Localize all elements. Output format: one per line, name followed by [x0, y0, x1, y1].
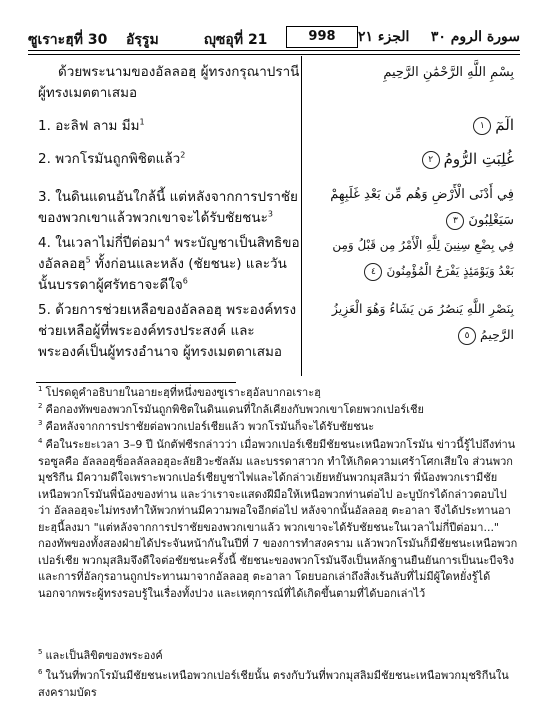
ayah-end-marker: ٥ — [458, 327, 476, 345]
verse-4-thai — [38, 233, 300, 296]
verse-text: อะลิฟ ลาม มีม — [55, 118, 140, 134]
footnote-ref: 1 — [139, 117, 145, 127]
ayah-end-marker: ٢ — [422, 151, 440, 169]
footnote-4: $^4$ คือในระยะเวลา 3–9 ปี นักตัฟซีรกล่าวว่า เมื่อพวกเปอร์เชียมีชัยชนะเหนือพวกโรมัน ข่าวนี้รู้ไปถึงท่านรอซูลคือ อัลลอฮฺซ็อลลัลลอฮุอะลัยฮิวะซัลลัม และบรรดาสาวก ทำให้เกิดความเศร้าโศกเสียใจ ส่วนพวกมุชริกีน มีความดีใจเพราะพวกเปอร์เชียบูชาไฟและได้กล่าวเย้ยหยันพวกมุสลิมว่า พี่น้องพวกเรามีชัยเหนือพวกโรมันพี่น้องของท่าน และว่าเราจะแสดงฝีมือให้เหนือพวกท่านต่อไป อะบูบักรได้กล่าวตอบไปว่า อัลลอฮฺจะไม่ทรงทำให้พวกท่านมีความพอใจอีกต่อไป หลังจากนั้นอัลลอฮฺ ตะอาลา จึงได้ประทานอายะฮฺนี้ลงมา "แต่หลังจากการปราชัยของพวกเขาแล้ว พวกเขาจะได้รับชัยชนะในเวลาไม่กี่ปีต่อมา..." กองทัพของทั้งสองฝ่ายได้ประจันหน้ากันในปีที่ 7 ของการทำสงคราม แล้วพวกโรมันก็มีชัยชนะเหนือพวกเปอร์เชีย พวกมุสลิมจึงดีใจต่อชัยชนะครั้งนี้ ชัยชนะของพวกโรมันจึงเป็นหลักฐานยืนยันการเป็นนะบีจริง และการที่อัลกุรอานถูกประทานมาจากอัลลอฮฺ ตะอาลา โดยบอกเล่าถึงสิ่งเร้นลับที่ไม่มีผู้ใดหยั่งรู้ได้ นอกจากพระผู้ทรงรอบรู้ในเรื่องทั้งปวง และเหตุการณ์ที่ได้เกิดขึ้นตามที่ได้บอกเล่าไว้ — [38, 437, 518, 600]
verse-number: 4. — [38, 235, 51, 251]
footnote-1: $^1$ โปรดดูคำอธิบายในอายะฮฺที่หนึ่งของซูเราะฮฺอัลบากอเราะฮฺ — [38, 385, 321, 399]
verse-number: 3. — [38, 189, 51, 205]
footnote-3: $^3$ คือหลังจากการปราชัยต่อพวกเปอร์เชียแล้ว พวกโรมันก็จะได้รับชัยชนะ — [38, 419, 375, 433]
footnote-ref: 6 — [182, 276, 188, 286]
footnote-rule — [36, 382, 236, 383]
verse-number: 5. — [38, 302, 51, 318]
verse-text: ในดินแดนอันใกล้นี้ แต่หลังจากการปราชัยของพวกเขาแล้วพวกเขาจะได้รับชัยชนะ — [38, 189, 298, 226]
arabic-juz-label: الجزء ٢١ — [358, 29, 410, 45]
page-number: 998 — [286, 26, 358, 48]
verse-3-arabic: فِي أَدْنَى الْأَرْضِ وَهُم مِّن بَعْدِ غَلَبِهِمْ سَيَغْلِبُونَ٣ — [330, 187, 514, 228]
ayah-end-marker: ١ — [473, 117, 491, 135]
footnote-6: $^6$ ในวันที่พวกโรมันมีชัยชนะเหนือพวกเปอร์เชียนั้น ตรงกับวันที่พวกมุสลิมมีชัยชนะเหนือพวกมุชริกีนในสงครามบัดร — [38, 668, 509, 699]
ayah-end-marker: ٤ — [364, 263, 382, 281]
verse-4-arabic: فِي بِضْعِ سِنِينَ لِلَّهِ الْأَمْرُ مِن قَبْلُ وَمِن بَعْدُ وَيَوْمَئِذٍ يَفْرَحُ الْمُؤْمِنُونَ٤ — [306, 232, 514, 284]
verse-2-thai — [38, 149, 300, 170]
verse-1-arabic: الٓمٓ١ — [306, 112, 514, 138]
header-rule — [28, 50, 520, 55]
basmala-thai: ด้วยพระนามของอัลลอฮฺ ผู้ทรงกรุณาปรานี ผู้ทรงเมตตาเสมอ — [38, 64, 300, 101]
footnote-ref: 3 — [267, 209, 273, 219]
verse-text: ทั้งก่อนและหลัง (ชัยชนะ) และวันนั้นบรรดาผู้ศรัทธาจะดีใจ — [38, 256, 287, 293]
ayah-end-marker: ٣ — [446, 212, 464, 230]
arabic-surah-label: سورة الروم ٣٠ — [430, 29, 520, 45]
footnote-ref: 4 — [164, 234, 170, 244]
column-divider — [301, 56, 302, 376]
verse-number: 1. — [38, 118, 51, 134]
surah-number-label: ซูเราะฮฺที่ 30 — [28, 32, 108, 48]
verse-text: ในเวลาไม่กี่ปีต่อมา — [55, 235, 165, 251]
verse-5-arabic: بِنَصْرِ اللَّهِ يَنصُرُ مَن يَشَاءُ وَهُوَ الْعَزِيزُ الرَّحِيمُ٥ — [306, 296, 514, 348]
verse-number: 2. — [38, 151, 51, 167]
verse-text: พระบัญชาเป็นสิทธิของอัลลอฮฺ — [38, 235, 300, 272]
footnote-ref: 5 — [85, 255, 91, 265]
basmala-arabic: بِسْمِ اللَّهِ الرَّحْمَٰنِ الرَّحِيمِ — [383, 65, 514, 80]
verse-text: ด้วยการช่วยเหลือของอัลลอฮฺ พระองค์ทรงช่วยเหลือผู้ที่พระองค์ทรงประสงค์ และพระองค์เป็นผู้ทรงอำนาจ ผู้ทรงเมตตาเสมอ — [38, 302, 297, 360]
footnote-5: $^5$ และเป็นลิขิตของพระองค์ — [38, 648, 163, 662]
verse-3-thai — [38, 187, 300, 229]
verse-5-thai — [38, 300, 300, 363]
verse-text: พวกโรมันถูกพิชิตแล้ว — [55, 151, 181, 167]
surah-name: อัรฺรูม — [126, 32, 159, 48]
page-header — [28, 26, 520, 48]
verse-2-arabic: غُلِبَتِ الرُّومُ٢ — [306, 146, 514, 172]
footnote-2: $^2$ คือกองทัพของพวกโรมันถูกพิชิตในดินแดนที่ใกล้เคียงกับพวกเขาโดยพวกเปอร์เชีย — [38, 402, 424, 416]
juz-label: ญุซอุที่ 21 — [204, 32, 268, 48]
verse-1-thai — [38, 116, 300, 137]
footnote-ref: 2 — [180, 150, 186, 160]
